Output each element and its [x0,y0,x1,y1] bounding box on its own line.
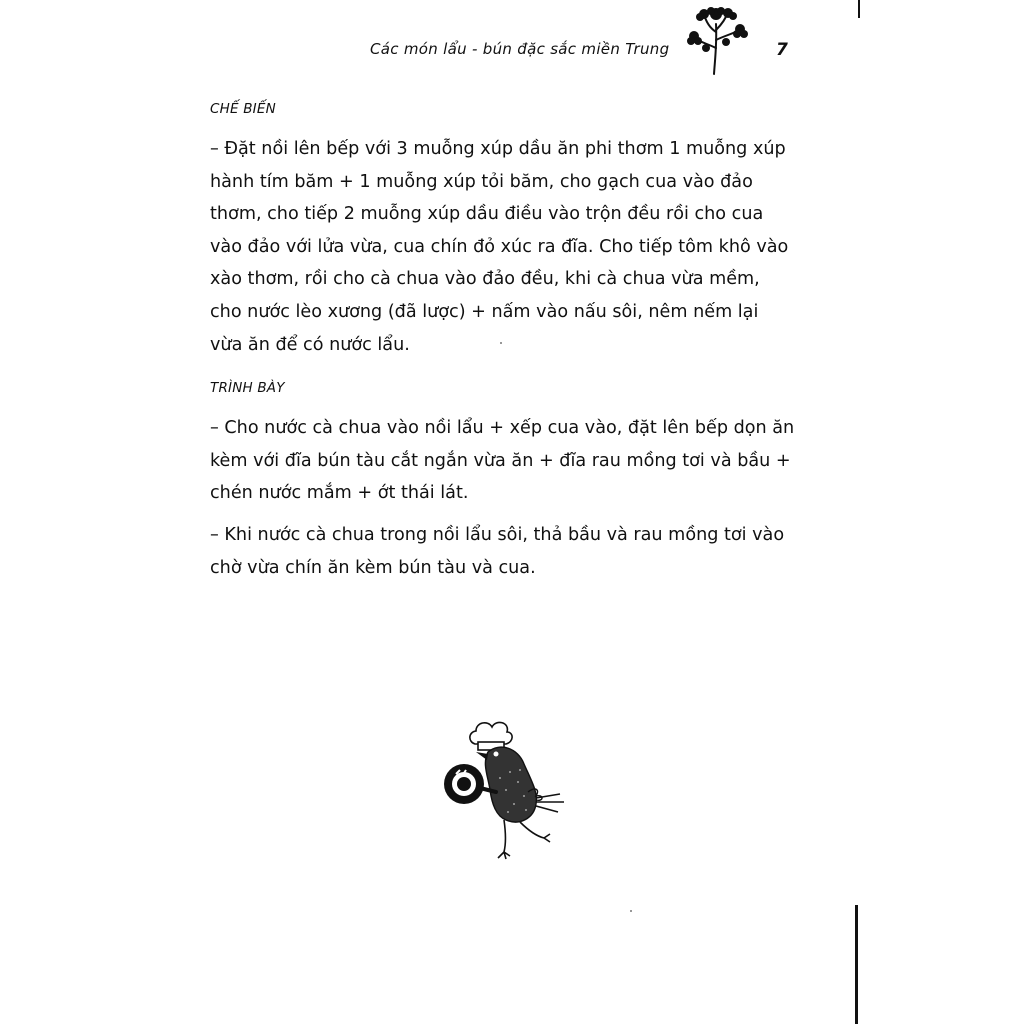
preparation-paragraph: – Đặt nồi lên bếp với 3 muỗng xúp dầu ăn phi thơm 1 muỗng xúp hành tím băm + 1 muỗng xúp tỏi băm, cho gạch cua vào đảo thơm, cho tiếp 2 muỗng xúp dầu điều vào trộn đều rồi cho cua vào đảo với lửa vừa, cua chín đỏ xúc ra đĩa. Cho tiếp tôm khô vào xào thơm, rồi cho cà chua vào đảo đều, khi cà chua vừa mềm, cho nước lèo xương (đã lược) + nấm vào nấu sôi, nêm nếm lại vừa ăn để có nước lẩu. [210,139,789,355]
presentation-paragraph-1: – Cho nước cà chua vào nồi lẩu + xếp cua vào, đặt lên bếp dọn ăn kèm với đĩa bún tàu cắt ngắn vừa ăn + đĩa rau mồng tơi và bầu + chén nước mắm + ớt thái lát. [210,418,795,504]
page-edge-line-top [858,0,860,18]
chef-bird-with-pan-illustration [440,712,575,860]
page-number: 7 [776,40,788,60]
speck [500,342,502,344]
herb-sprig-icon [686,4,748,76]
presentation-paragraph-2: – Khi nước cà chua trong nồi lẩu sôi, thả bầu và rau mồng tơi vào chờ vừa chín ăn kèm bún tàu và cua. [210,525,785,578]
running-header-title: Các món lẩu - bún đặc sắc miền Trung [370,40,670,58]
section-heading-preparation: CHẾ BIẾN [210,101,276,117]
speck [630,910,632,912]
section-heading-presentation: TRÌNH BÀY [210,380,285,396]
page-edge-line-bottom [855,905,858,1024]
